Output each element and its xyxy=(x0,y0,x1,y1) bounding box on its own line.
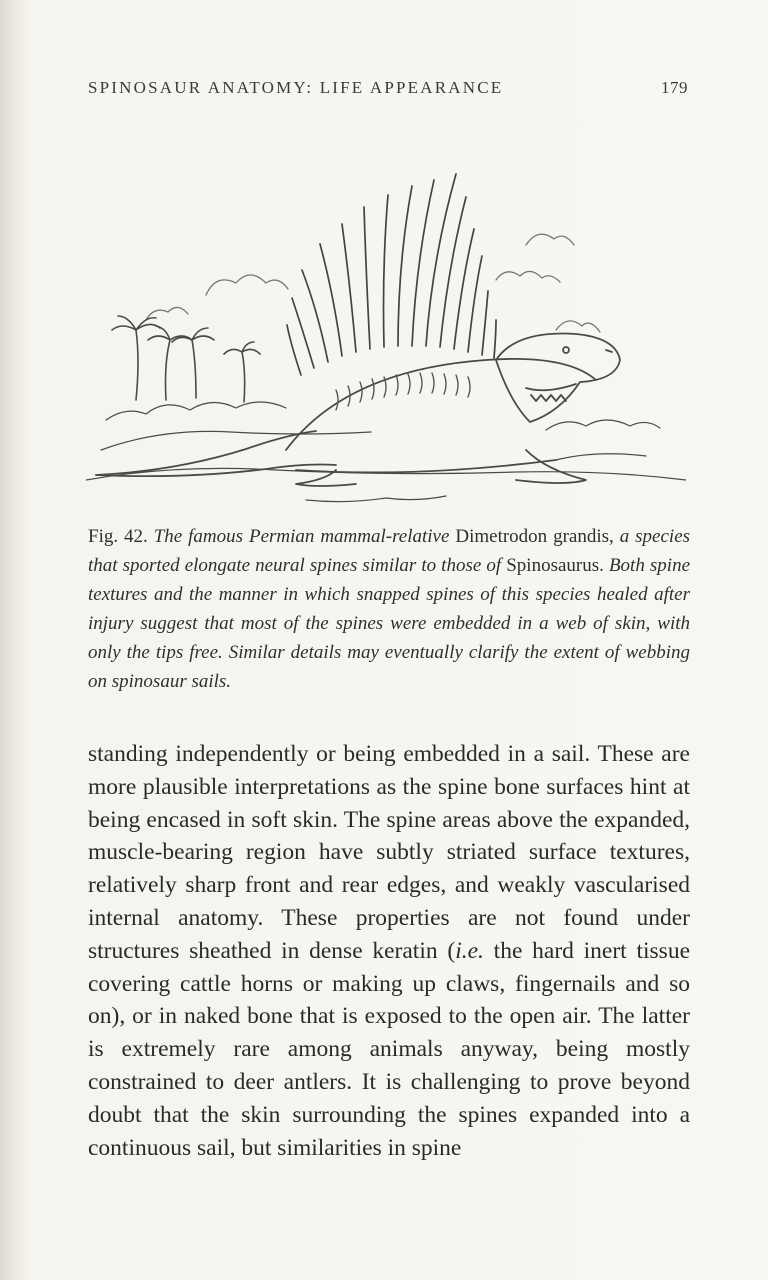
caption-text-1: The famous Permian mammal-relative xyxy=(153,526,450,547)
figure-caption xyxy=(88,522,690,696)
dimetrodon-illustration xyxy=(86,150,686,510)
body-text-1: standing independently or being embedded in a sail. These are more plausible interpretations as the spine bone surfaces hint at being encased in soft skin. The spine areas above the expanded, muscle-bearing region have subtly striated surface textures, relatively sharp front and rear edges, and weakly vascularised internal anatomy. These properties are not found under structures sheathed in dense keratin ( xyxy=(88,741,690,964)
caption-text-3: Both spine textures and the manner in which snapped spines of this species healed after injury suggest that most of the spines were embedded in a web of skin, with only the tips free. Similar details may eventually clarify the extent of webbing on spinosaur sails. xyxy=(88,555,691,692)
running-header xyxy=(88,78,688,98)
body-text-italic: i.e. xyxy=(455,937,484,964)
chapter-title: SPINOSAUR ANATOMY: LIFE APPEARANCE xyxy=(88,78,504,97)
figure-label: Fig. 42. xyxy=(88,526,148,547)
body-text-2: the hard inert tissue covering cattle horns or making up claws, fingernails and so on), or in naked bone that is exposed to the open air. The latter is extremely rare among animals anyway, being mostly constrained to deer antlers. It is challenging to prove beyond doubt that the skin surrounding the spines expanded into a continuous sail, but similarities in spine xyxy=(88,937,690,1161)
page-number: 179 xyxy=(661,78,688,97)
caption-text-2: a species that sported elongate neural spines similar to those of xyxy=(88,526,691,576)
caption-species: Dimetrodon grandis, xyxy=(455,526,614,547)
caption-genus: Spinosaurus. xyxy=(506,555,604,576)
body-paragraph xyxy=(88,738,690,1164)
